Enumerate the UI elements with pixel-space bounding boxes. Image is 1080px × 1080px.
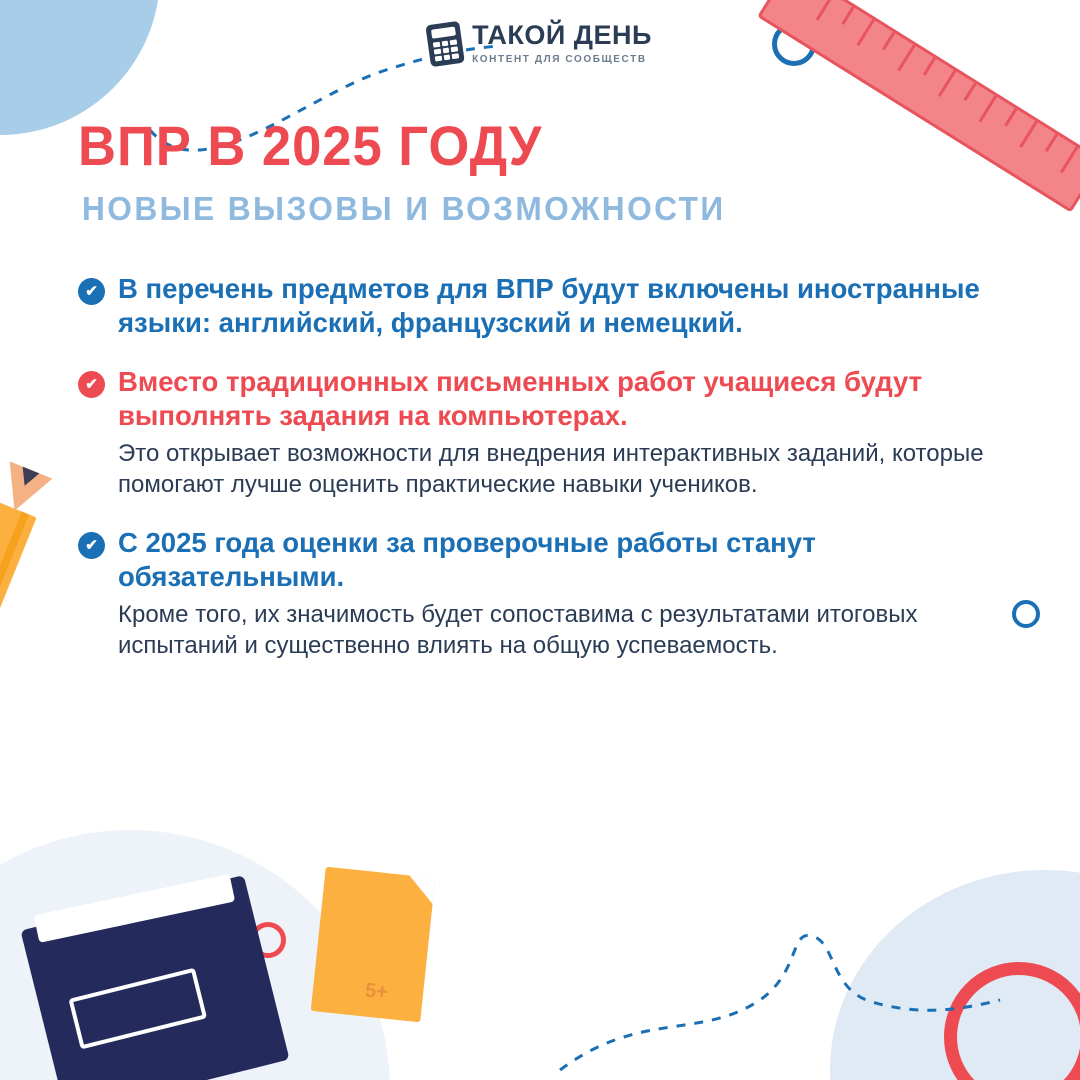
list-item [78,526,1008,661]
list-item [78,272,1008,339]
list-item-body: Это открывает возможности для внедрения интерактивных заданий, которые помогают лучше оценить практические навыки учеников. [118,440,984,498]
brand-subtitle: КОНТЕНТ ДЛЯ СООБЩЕСТВ [472,54,647,65]
page-title: ВПР В 2025 ГОДУ [78,114,543,177]
list-item-body: Кроме того, их значимость будет сопоставима с результатами итоговых испытаний и существенно влиять на общую успеваемость. [118,601,918,659]
brand-title: ТАКОЙ ДЕНЬ [472,20,652,50]
check-circle-icon: ✔ [78,371,105,398]
check-circle-icon: ✔ [78,532,105,559]
list-item [78,365,1008,500]
ruler-icon [757,0,1080,213]
page-subtitle: НОВЫЕ ВЫЗОВЫ И ВОЗМОЖНОСТИ [82,190,726,227]
list-item-lead: С 2025 года оценки за проверочные работы станут обязательными. [118,527,816,592]
notebook-grade-label: 5+ [364,979,389,1004]
facts-list [78,272,1008,687]
calculator-icon [425,20,465,66]
brand-logo [428,22,652,65]
list-item-lead: Вместо традиционных письменных работ учащиеся будут выполнять задания на компьютерах. [118,366,923,431]
check-circle-icon: ✔ [78,278,105,305]
pencil-icon [0,461,52,673]
list-item-lead: В перечень предметов для ВПР будут включены иностранные языки: английский, французский и немецкий. [118,273,980,338]
notebook-icon [311,867,436,1023]
decor-circle-blue-middle [1012,600,1040,628]
